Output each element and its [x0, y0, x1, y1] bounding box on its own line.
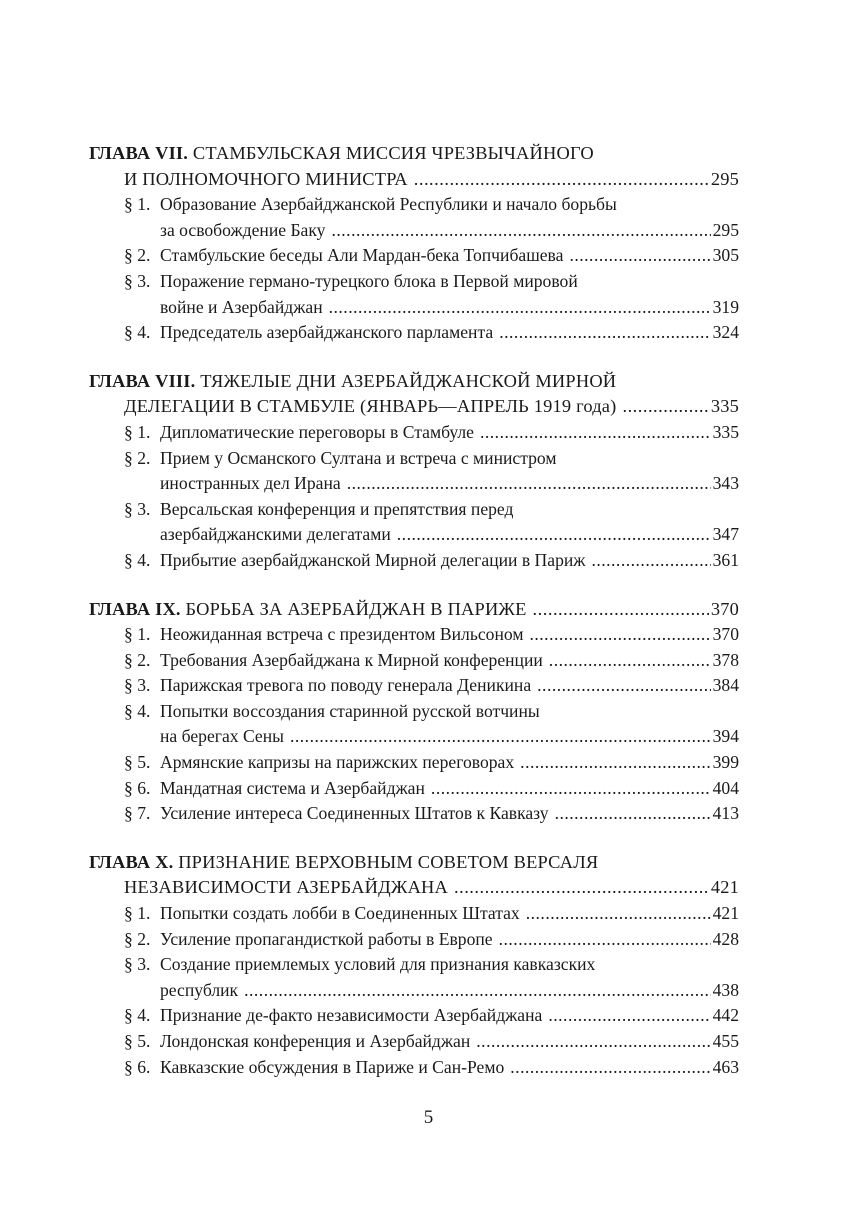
page-number: 343	[712, 473, 739, 494]
chapter-viii	[89, 369, 739, 574]
page-number: 394	[712, 726, 739, 747]
page-number: 399	[712, 752, 739, 773]
section-number: § 4.	[124, 1005, 151, 1026]
section-number: § 4.	[124, 700, 151, 721]
toc-section	[89, 776, 739, 802]
section-title-continued: иностранных дел Ирана	[160, 473, 341, 494]
chapter-title-line	[89, 875, 739, 901]
section-title: Лондонская конференция и Азербайджан	[160, 1031, 471, 1051]
chapter-title: БОРЬБА ЗА АЗЕРБАЙДЖАН В ПАРИЖЕ	[185, 598, 527, 619]
dot-leader	[397, 522, 711, 548]
toc-section	[89, 243, 739, 269]
toc-section	[89, 952, 739, 978]
toc-section	[89, 1055, 739, 1081]
section-title-continued: республик	[160, 979, 239, 1000]
page-number: 413	[712, 803, 739, 824]
section-title-continued: за освобождение Баку	[160, 219, 326, 240]
page-number: 421	[710, 877, 739, 898]
page-number: 335	[712, 421, 739, 442]
dot-leader	[480, 420, 711, 446]
dot-leader	[533, 597, 709, 623]
dot-leader	[476, 1029, 710, 1055]
section-number: § 7.	[124, 803, 151, 824]
section-number: § 1.	[124, 624, 151, 645]
dot-leader	[244, 978, 711, 1004]
section-number: § 1.	[124, 421, 151, 442]
section-title: Версальская конференция и препятствия перед	[160, 498, 514, 519]
toc-section-continued	[89, 295, 739, 321]
section-number: § 2.	[124, 245, 151, 266]
chapter-label: ГЛАВА IX.	[89, 598, 181, 619]
page-number: 324	[712, 322, 739, 343]
dot-leader	[529, 622, 710, 648]
section-title: Создание приемлемых условий для признания кавказских	[160, 954, 596, 975]
dot-leader	[526, 901, 711, 927]
section-number: § 3.	[124, 498, 151, 519]
page-number: 370	[712, 624, 739, 645]
page-number: 295	[710, 168, 739, 189]
section-title: Требования Азербайджана к Мирной конференции	[160, 649, 543, 670]
page-number: 295	[712, 219, 739, 240]
chapter-title-line	[89, 167, 739, 193]
section-number: § 3.	[124, 270, 151, 291]
section-number: § 3.	[124, 675, 151, 696]
toc-section	[89, 699, 739, 725]
toc-section	[89, 750, 739, 776]
dot-leader	[329, 295, 711, 321]
section-number: § 1.	[124, 194, 151, 215]
dot-leader	[347, 471, 711, 497]
section-number: § 5.	[124, 1031, 151, 1051]
toc-section	[89, 901, 739, 927]
toc-section	[89, 673, 739, 699]
chapter-title-line	[89, 394, 739, 420]
page-number: 442	[712, 1005, 739, 1026]
chapter-heading	[89, 850, 739, 876]
toc-section	[89, 420, 739, 446]
dot-leader	[414, 167, 709, 193]
toc-section	[89, 269, 739, 295]
dot-leader	[549, 648, 711, 674]
chapter-label: ГЛАВА X.	[89, 851, 174, 872]
dot-leader	[591, 548, 710, 574]
table-of-contents	[89, 141, 739, 1103]
chapter-title-continued: НЕЗАВИСИМОСТИ АЗЕРБАЙДЖАНА	[124, 877, 449, 898]
section-title: Дипломатические переговоры в Стамбуле	[160, 421, 474, 442]
section-title: Признание де-факто независимости Азербайджана	[160, 1005, 543, 1026]
section-number: § 4.	[124, 549, 151, 570]
section-title: Армянские капризы на парижских переговорах	[160, 752, 515, 773]
section-title: Попытки создать лобби в Соединенных Штатах	[160, 903, 520, 924]
page-number: 319	[712, 296, 739, 317]
dot-leader	[331, 218, 710, 244]
chapter-vii	[89, 141, 739, 346]
toc-section	[89, 801, 739, 827]
toc-section-continued	[89, 522, 739, 548]
chapter-title-continued: И ПОЛНОМОЧНОГО МИНИСТРА	[124, 168, 408, 189]
section-number: § 6.	[124, 777, 151, 798]
toc-section	[89, 1003, 739, 1029]
dot-leader	[290, 724, 711, 750]
section-number: § 2.	[124, 649, 151, 670]
toc-section	[89, 927, 739, 953]
toc-section	[89, 622, 739, 648]
page-number: 370	[710, 598, 739, 619]
section-title: Попытки воссоздания старинной русской вотчины	[160, 700, 540, 721]
section-number: § 2.	[124, 928, 151, 949]
page-number: 347	[712, 524, 739, 545]
toc-section-continued	[89, 724, 739, 750]
section-title: Усиление интереса Соединенных Штатов к Кавказу	[160, 803, 549, 824]
section-number: § 3.	[124, 954, 151, 975]
toc-section	[89, 548, 739, 574]
dot-leader	[537, 673, 710, 699]
toc-section	[89, 648, 739, 674]
section-title-continued: азербайджанскими делегатами	[160, 524, 391, 545]
section-title: Прибытие азербайджанской Мирной делегации в Париж	[160, 549, 586, 570]
section-number: § 6.	[124, 1056, 151, 1077]
chapter-title: СТАМБУЛЬСКАЯ МИССИЯ ЧРЕЗВЫЧАЙНОГО	[192, 143, 594, 163]
toc-section-continued	[89, 218, 739, 244]
dot-leader	[555, 801, 711, 827]
section-title: Стамбульские беседы Али Мардан-бека Топчибашева	[160, 245, 564, 266]
toc-section	[89, 320, 739, 346]
chapter-title-continued: ДЕЛЕГАЦИИ В СТАМБУЛЕ (ЯНВАРЬ—АПРЕЛЬ 1919 года)	[124, 396, 617, 417]
dot-leader	[622, 394, 708, 420]
page-number: 404	[712, 777, 739, 798]
section-number: § 4.	[124, 322, 151, 343]
section-title: Кавказские обсуждения в Париже и Сан-Ремо	[160, 1056, 505, 1077]
section-title: Поражение германо-турецкого блока в Первой мировой	[160, 270, 578, 291]
dot-leader	[510, 1055, 710, 1081]
page-number: 305	[712, 245, 739, 266]
dot-leader	[431, 776, 711, 802]
page-folio: 5	[423, 1107, 434, 1128]
dot-leader	[520, 750, 710, 776]
chapter-label: ГЛАВА VII.	[89, 143, 189, 163]
page-number: 384	[712, 675, 739, 696]
section-title-continued: на берегах Сены	[160, 726, 284, 747]
toc-section-continued	[89, 978, 739, 1004]
section-title: Парижская тревога по поводу генерала Деникина	[160, 675, 532, 696]
section-title: Неожиданная встреча с президентом Вильсоном	[160, 624, 524, 645]
chapter-heading	[89, 597, 739, 623]
page-number: 455	[712, 1031, 739, 1051]
page-number: 428	[712, 928, 739, 949]
dot-leader	[569, 243, 710, 269]
dot-leader	[499, 320, 710, 346]
chapter-title: ТЯЖЕЛЫЕ ДНИ АЗЕРБАЙДЖАНСКОЙ МИРНОЙ	[200, 370, 617, 391]
section-title-continued: войне и Азербайджан	[160, 296, 323, 317]
page-number: 421	[712, 903, 739, 924]
page-number: 335	[710, 396, 739, 417]
toc-section	[89, 497, 739, 523]
chapter-label: ГЛАВА VIII.	[89, 370, 196, 391]
chapter-ix	[89, 597, 739, 827]
toc-section	[89, 192, 739, 218]
dot-leader	[548, 1003, 710, 1029]
dot-leader	[499, 927, 711, 953]
section-title: Усиление пропагандисткой работы в Европе	[160, 928, 493, 949]
section-number: § 1.	[124, 903, 151, 924]
chapter-heading	[89, 141, 739, 167]
section-title: Мандатная система и Азербайджан	[160, 777, 425, 798]
chapter-x	[89, 850, 739, 1080]
section-number: § 5.	[124, 752, 151, 773]
toc-section-continued	[89, 471, 739, 497]
section-title: Прием у Османского Султана и встреча с министром	[160, 447, 557, 468]
chapter-title: ПРИЗНАНИЕ ВЕРХОВНЫМ СОВЕТОМ ВЕРСАЛЯ	[178, 851, 599, 872]
section-title: Председатель азербайджанского парламента	[160, 322, 494, 343]
page-number: 361	[712, 549, 739, 570]
section-title: Образование Азербайджанской Республики и начало борьбы	[160, 194, 617, 215]
page-number: 463	[712, 1056, 739, 1077]
toc-section	[89, 446, 739, 472]
dot-leader	[454, 875, 709, 901]
section-number: § 2.	[124, 447, 151, 468]
page-number: 378	[712, 649, 739, 670]
page-number: 438	[712, 979, 739, 1000]
chapter-heading	[89, 369, 739, 395]
toc-section	[89, 1029, 739, 1055]
